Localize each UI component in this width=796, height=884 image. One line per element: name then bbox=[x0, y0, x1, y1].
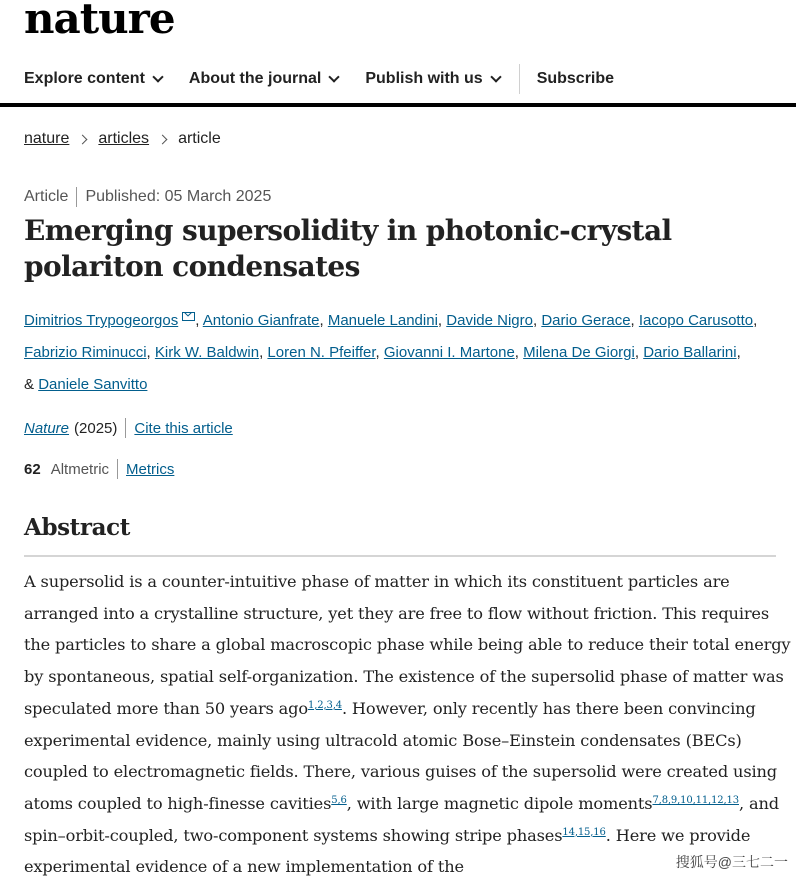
nav-publish[interactable] bbox=[365, 70, 499, 88]
metrics-bar bbox=[24, 459, 174, 479]
citation-line bbox=[24, 418, 233, 438]
nav-bottom-rule bbox=[0, 103, 796, 107]
chevron-down-icon bbox=[490, 71, 501, 82]
altmetric-score: 62 bbox=[24, 460, 41, 478]
journal-name-link[interactable]: Nature bbox=[24, 419, 70, 437]
abstract-rule bbox=[24, 555, 776, 557]
published-date: Published: 05 March 2025 bbox=[85, 188, 272, 205]
watermark: 搜狐号@三七二一 bbox=[675, 854, 788, 870]
author-link[interactable]: Daniele Sanvitto bbox=[38, 376, 148, 393]
journal-year: (2025) bbox=[74, 419, 118, 437]
reference-link[interactable]: 5,6 bbox=[331, 794, 347, 806]
breadcrumb-nature[interactable]: nature bbox=[24, 130, 70, 147]
cite-article-link[interactable]: Cite this article bbox=[134, 419, 233, 437]
author-joiner: & bbox=[24, 376, 35, 393]
metrics-divider bbox=[117, 459, 118, 479]
citation-divider bbox=[125, 418, 126, 438]
abstract-segment: , with large magnetic dipole moments bbox=[346, 793, 653, 813]
metrics-link[interactable]: Metrics bbox=[126, 460, 175, 478]
altmetric-label: Altmetric bbox=[50, 460, 110, 478]
author-link[interactable]: Davide Nigro bbox=[446, 312, 533, 329]
author-link[interactable]: Dario Gerace bbox=[541, 312, 631, 329]
author-link[interactable]: Dario Ballarini bbox=[643, 344, 737, 361]
breadcrumb bbox=[24, 130, 221, 148]
nav-divider bbox=[519, 64, 520, 94]
nav-about-label: About the journal bbox=[188, 70, 322, 87]
author-link[interactable]: Manuele Landini bbox=[327, 312, 438, 329]
abstract-segment: . However, only recently has there been convincing experimental evidence, mainly using ultracold atomic Bose–Einstein condensates (BECs) coupled to electromagnetic fields. There, various guises of the supersolid were created using atoms coupled to high-finesse cavities bbox=[24, 698, 777, 813]
main-nav bbox=[24, 64, 641, 94]
nav-explore-label: Explore content bbox=[24, 70, 145, 87]
chevron-right-icon bbox=[158, 134, 168, 144]
article-type: Article bbox=[24, 188, 69, 205]
abstract-text bbox=[24, 566, 794, 883]
chevron-down-icon bbox=[152, 71, 163, 82]
reference-link[interactable]: 7,8,9,10,11,12,13 bbox=[652, 794, 739, 806]
reference-link[interactable]: 1,2,3,4 bbox=[308, 699, 342, 711]
email-icon[interactable] bbox=[182, 312, 195, 321]
breadcrumb-current: article bbox=[178, 130, 221, 147]
reference-link[interactable]: 14,15,16 bbox=[562, 826, 606, 838]
meta-divider bbox=[76, 187, 77, 207]
chevron-right-icon bbox=[78, 134, 88, 144]
nav-publish-label: Publish with us bbox=[365, 70, 483, 87]
nav-explore-content[interactable] bbox=[24, 70, 162, 88]
abstract-heading: Abstract bbox=[24, 514, 130, 541]
author-list: Dimitrios Trypogeorgos , Antonio Gianfrate, Manuele Landini, Davide Nigro, Dario Gerace, Iacopo Carusotto, Fabrizio Riminucci, Kirk W. Baldwin, Loren N. Pfeiffer, Giovanni I. Martone, Milena De Giorgi, Dario Ballarini, & Daniele Sanvitto bbox=[24, 312, 758, 393]
abstract-segment: . Here we provide experimental evidence of a new implementation of the bbox=[24, 825, 751, 877]
nav-about-journal[interactable] bbox=[189, 70, 338, 88]
author-link[interactable]: Dimitrios Trypogeorgos bbox=[24, 312, 179, 329]
author-link[interactable]: Antonio Gianfrate bbox=[202, 312, 320, 329]
breadcrumb-articles[interactable]: articles bbox=[98, 130, 150, 147]
article-title: Emerging supersolidity in photonic-crystal polariton condensates bbox=[24, 214, 672, 283]
author-link[interactable]: Kirk W. Baldwin bbox=[154, 344, 260, 361]
author-link[interactable]: Iacopo Carusotto bbox=[638, 312, 754, 329]
nature-logo[interactable]: nature bbox=[24, 0, 175, 43]
abstract-segment: , and spin–orbit-coupled, two-component systems showing stripe phases bbox=[24, 793, 779, 845]
author-link[interactable]: Giovanni I. Martone bbox=[383, 344, 515, 361]
abstract-segment: A supersolid is a counter-intuitive phase of matter in which its constituent particles are arranged into a crystalline structure, yet they are free to flow without friction. This requires the particles to share a global macroscopic phase while being able to reduce their total energy by spontaneous, spatial self-organization. The existence of the supersolid phase of matter was speculated more than 50 years ago bbox=[24, 572, 791, 718]
author-link[interactable]: Milena De Giorgi bbox=[523, 344, 635, 361]
subscribe-link[interactable]: Subscribe bbox=[536, 70, 615, 87]
author-link[interactable]: Fabrizio Riminucci bbox=[24, 344, 147, 361]
chevron-down-icon bbox=[329, 71, 340, 82]
author-link[interactable]: Loren N. Pfeiffer bbox=[267, 344, 376, 361]
article-meta bbox=[24, 187, 271, 207]
